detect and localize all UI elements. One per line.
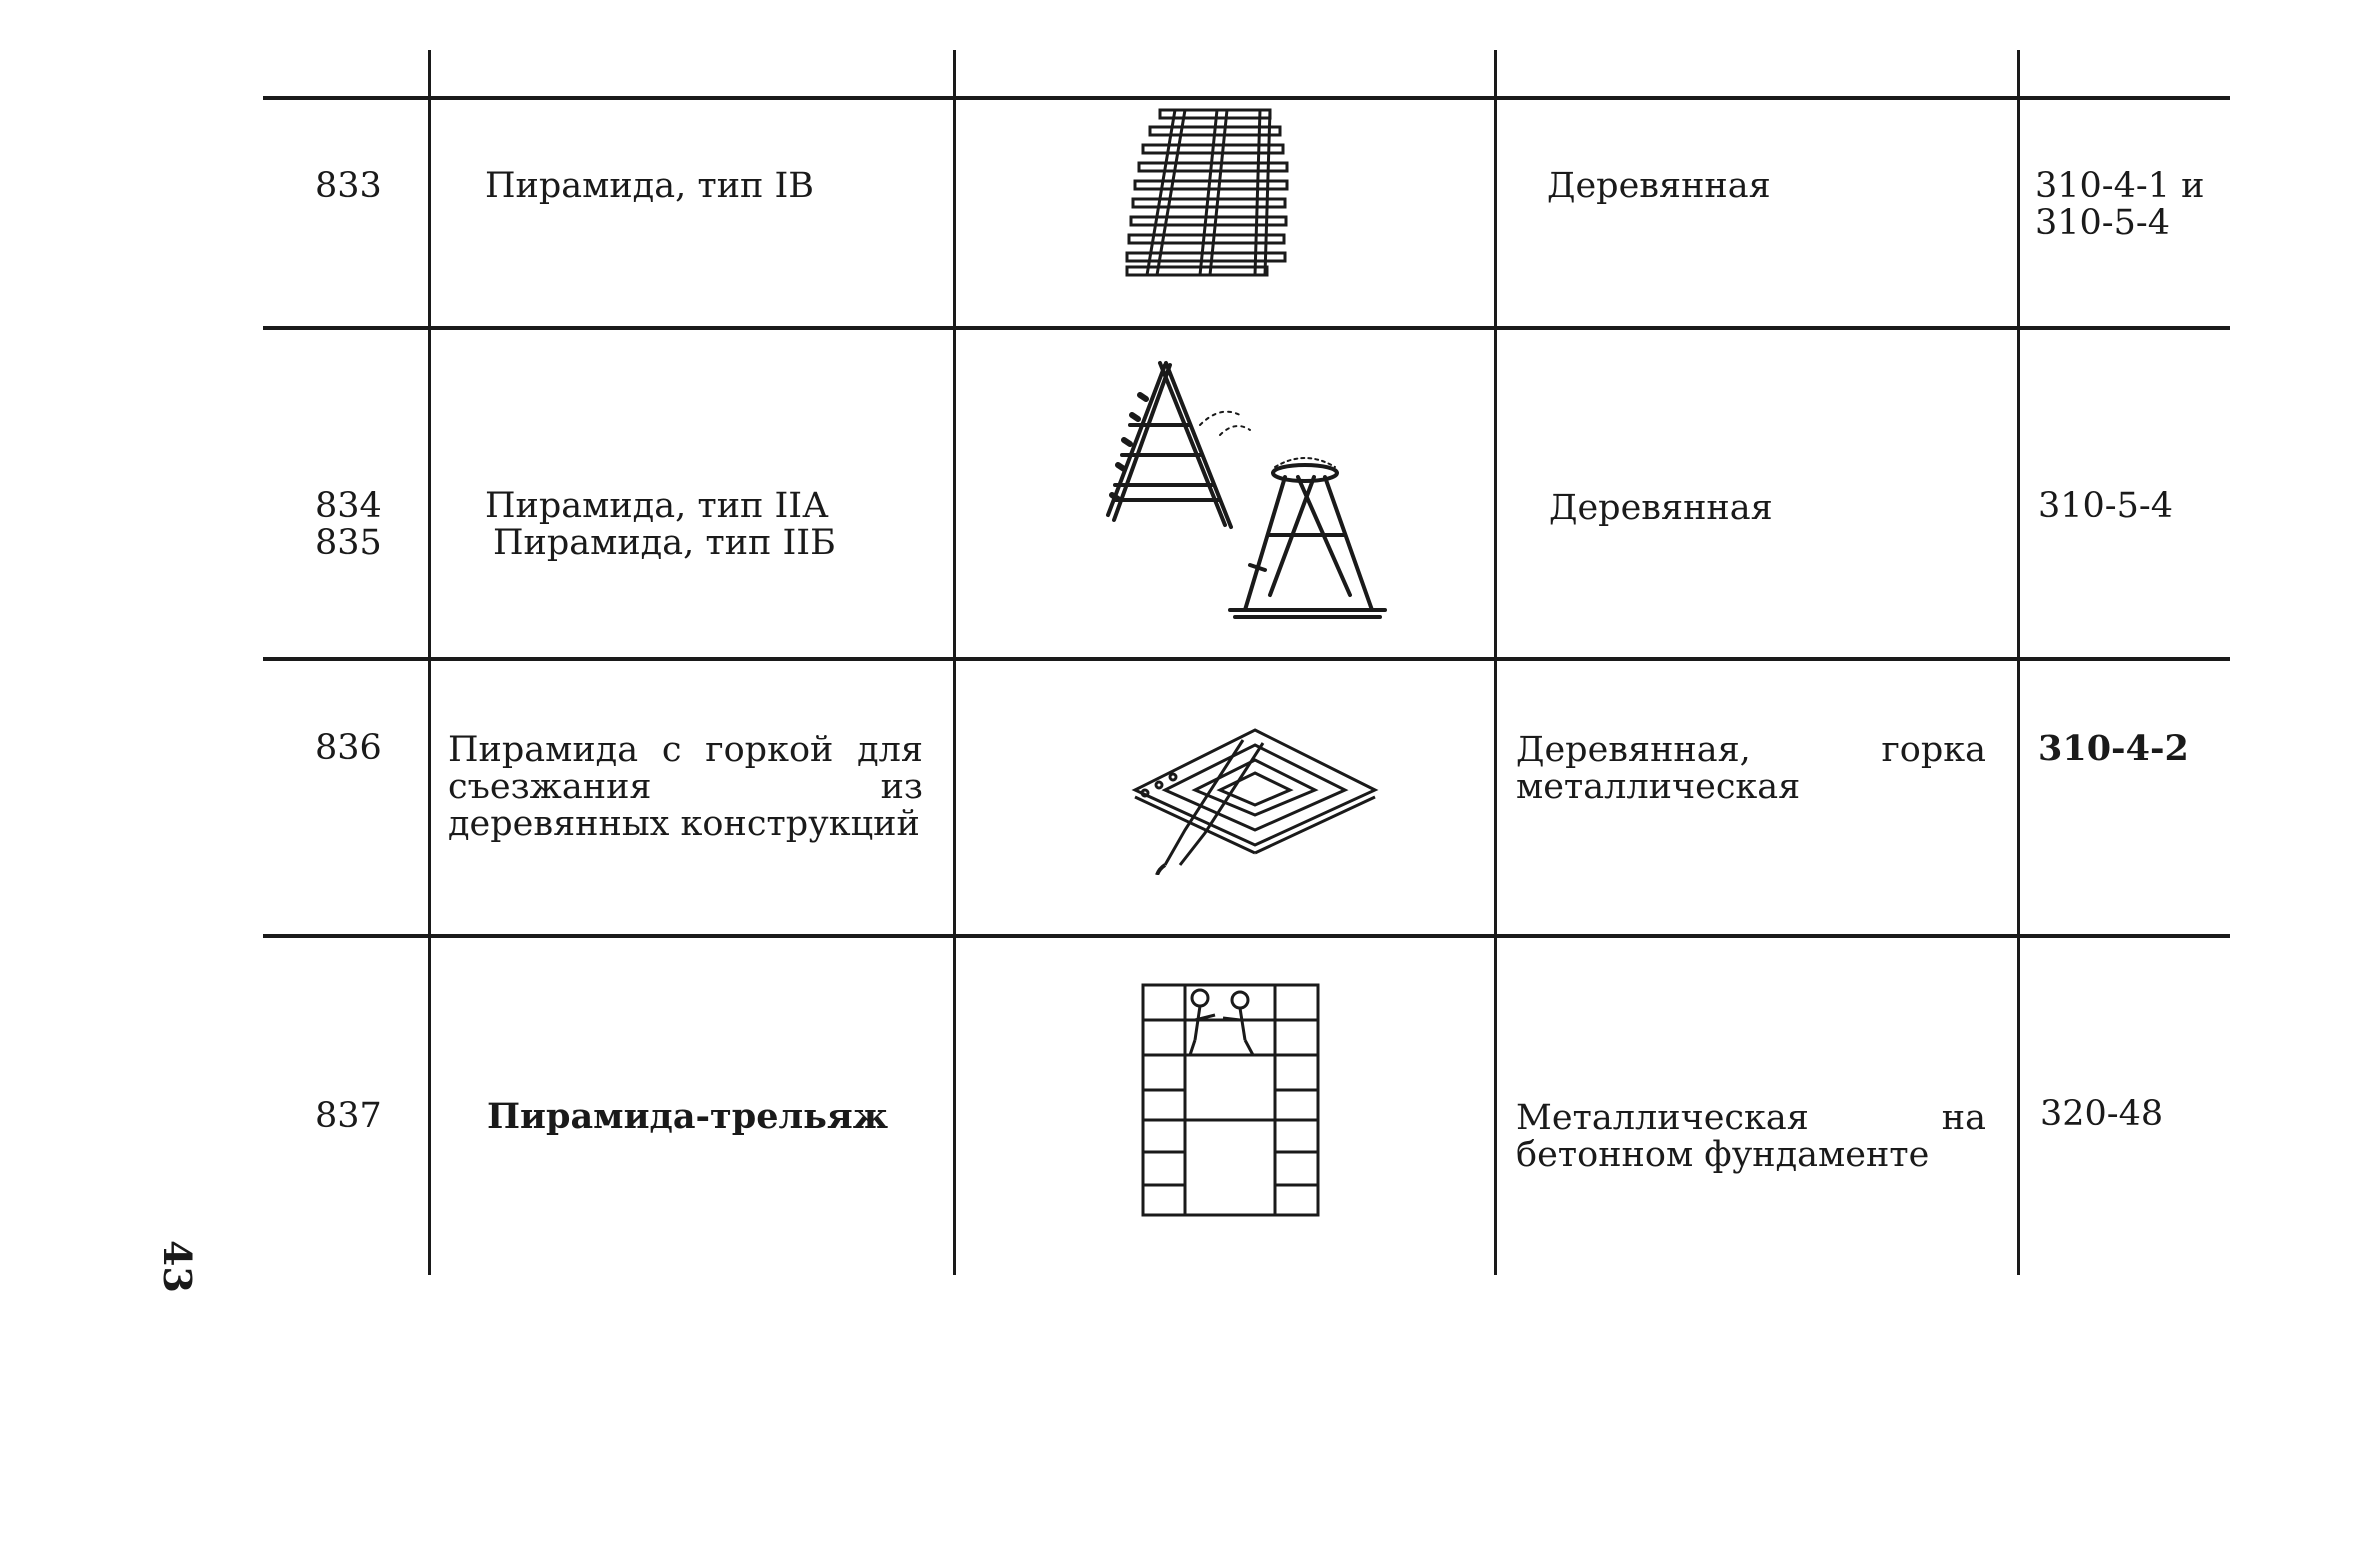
item-number: 836 (315, 728, 382, 768)
item-name (485, 488, 925, 562)
reference: 310-4-1 и 310-5-4 (2035, 166, 2205, 243)
material: Деревянная (1547, 166, 1771, 206)
item-name-835: Пирамида, тип IIБ (493, 523, 836, 563)
item-number: 833 (315, 166, 382, 206)
column-divider (428, 50, 431, 1275)
row-divider (263, 96, 2230, 100)
item-name: Пирамида-трельяж (487, 1096, 889, 1137)
row-divider (263, 934, 2230, 938)
pyramid-with-slide-icon (1125, 715, 1385, 875)
trellis-pyramid-icon (1135, 980, 1325, 1220)
pole-pyramids-icon (1100, 355, 1400, 630)
column-divider (2017, 50, 2020, 1275)
reference: 310-5-4 (2038, 486, 2173, 526)
item-name: Пирамида с горкой для съезжания из деревянных конструкций (448, 730, 923, 844)
page-number: 43 (155, 1240, 200, 1293)
material: Деревянная (1549, 488, 1773, 528)
material: Металлическая на бетонном фундаменте (1516, 1098, 1986, 1175)
column-divider (1494, 50, 1497, 1275)
item-name: Пирамида, тип IВ (485, 166, 815, 206)
item-name-834: Пирамида, тип IIА (485, 486, 829, 526)
item-number (315, 488, 382, 562)
item-number-835: 835 (315, 523, 382, 563)
material: Деревянная, горка металлическая (1516, 730, 1986, 807)
column-divider (953, 50, 956, 1275)
wooden-log-pyramid-icon (1125, 105, 1340, 285)
reference: 310-4-2 (2038, 728, 2189, 769)
row-divider (263, 326, 2230, 330)
reference: 320-48 (2040, 1094, 2164, 1134)
row-divider (263, 657, 2230, 661)
item-number: 837 (315, 1096, 382, 1136)
item-number-834: 834 (315, 486, 382, 526)
